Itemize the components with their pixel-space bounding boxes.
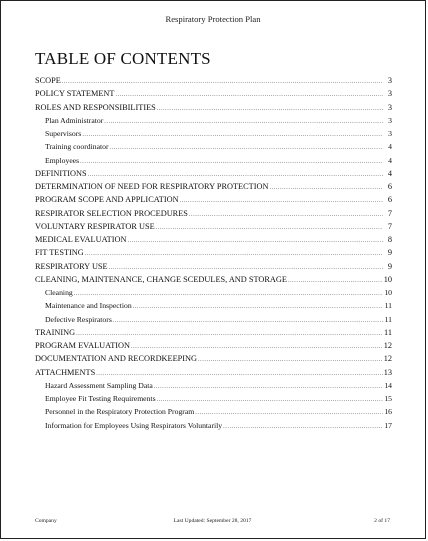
toc-entry-page: 9 (387, 248, 392, 258)
toc-dot-leader (128, 235, 384, 248)
toc-entry-page: 7 (387, 221, 392, 231)
toc-entry-page: 11 (384, 301, 392, 311)
toc-entry[interactable] (35, 233, 392, 246)
toc-entry[interactable] (35, 405, 392, 418)
toc-entry-label: Training coordinator (45, 142, 109, 152)
toc-entry-label: SCOPE (35, 76, 61, 85)
toc-entry-page: 4 (388, 142, 392, 152)
toc-entry-page: 7 (387, 208, 392, 218)
toc-dot-leader (288, 275, 383, 288)
toc-entry-page: 13 (383, 367, 392, 377)
table-of-contents (35, 74, 392, 432)
toc-entry-label: Employee Fit Testing Requirements (45, 394, 156, 403)
toc-dot-leader (223, 421, 383, 434)
toc-entry-label: Plan Administrator (45, 115, 104, 125)
toc-dot-leader (133, 301, 383, 314)
toc-entry-label: DETERMINATION OF NEED FOR RESPIRATORY PROTECTION (35, 182, 269, 191)
toc-entry[interactable] (35, 154, 392, 167)
toc-entry[interactable] (35, 366, 392, 379)
toc-entry-page: 9 (387, 261, 392, 271)
toc-dot-leader (154, 381, 383, 394)
toc-entry-label: TRAINING (35, 327, 76, 337)
toc-entry-page: 3 (387, 89, 392, 99)
toc-entry-page: 12 (383, 354, 392, 364)
toc-dot-leader (157, 103, 383, 116)
toc-entry-page: 3 (388, 115, 392, 125)
toc-entry-label: RESPIRATORY USE (35, 261, 108, 271)
page-footer (35, 518, 390, 524)
toc-entry-label: FIT TESTING (35, 248, 84, 258)
toc-entry-page: 15 (384, 394, 392, 403)
toc-entry-label: Cleaning (45, 288, 73, 297)
toc-dot-leader (104, 116, 383, 129)
toc-dot-leader (269, 182, 383, 195)
toc-entry-page: 4 (388, 155, 392, 165)
toc-dot-leader (82, 129, 383, 142)
toc-entry-label: Supervisors (45, 129, 82, 138)
toc-entry[interactable] (35, 419, 392, 432)
toc-entry[interactable] (35, 127, 392, 140)
toc-dot-leader (156, 222, 383, 235)
toc-entry-label: DOCUMENTATION AND RECORDKEEPING (35, 354, 198, 364)
toc-dot-leader (85, 248, 383, 261)
toc-entry-label: DEFINITIONS (35, 168, 87, 178)
toc-entry[interactable] (35, 339, 392, 352)
toc-dot-leader (113, 315, 383, 328)
toc-entry-page: 4 (387, 168, 392, 178)
toc-dot-leader (198, 354, 383, 367)
toc-entry-page: 11 (384, 314, 392, 324)
toc-entry[interactable] (35, 74, 392, 87)
toc-entry[interactable] (35, 286, 392, 299)
toc-entry-page: 3 (387, 102, 392, 112)
toc-dot-leader (110, 142, 383, 155)
toc-dot-leader (80, 156, 383, 169)
toc-entry[interactable] (35, 140, 392, 153)
toc-entry[interactable] (35, 326, 392, 339)
toc-entry-page: 3 (387, 76, 392, 85)
toc-entry[interactable] (35, 392, 392, 405)
toc-entry[interactable] (35, 193, 392, 206)
toc-entry-label: ATTACHMENTS (35, 367, 96, 377)
toc-entry-label: Employees (45, 155, 80, 165)
toc-entry[interactable] (35, 246, 392, 259)
page-header: Respiratory Protection Plan (165, 14, 261, 24)
toc-entry-label: RESPIRATOR SELECTION PROCEDURES (35, 208, 188, 218)
toc-entry-label: MEDICAL EVALUATION (35, 235, 127, 244)
toc-entry[interactable] (35, 260, 392, 273)
toc-title: TABLE OF CONTENTS (35, 49, 211, 68)
toc-entry-label: Defective Respirators (45, 314, 112, 324)
toc-entry[interactable] (35, 207, 392, 220)
footer-company: Company (35, 518, 57, 524)
toc-entry-page: 14 (384, 380, 392, 390)
footer-page-number: 2 of 17 (374, 518, 390, 524)
toc-entry-page: 3 (388, 129, 392, 138)
toc-entry-label: POLICY STATEMENT (35, 89, 115, 99)
toc-entry-label: PROGRAM SCOPE AND APPLICATION (35, 195, 179, 205)
toc-entry-page: 17 (384, 420, 392, 430)
toc-entry[interactable] (35, 299, 392, 312)
toc-entry[interactable] (35, 87, 392, 100)
toc-entry-label: Maintenance and Inspection (45, 301, 132, 311)
toc-entry[interactable] (35, 379, 392, 392)
toc-entry-page: 8 (387, 235, 392, 244)
toc-dot-leader (195, 407, 383, 420)
toc-entry[interactable] (35, 313, 392, 326)
toc-entry[interactable] (35, 167, 392, 180)
toc-entry-label: ROLES AND RESPONSIBILITIES (35, 102, 156, 112)
toc-entry[interactable] (35, 273, 392, 286)
toc-dot-leader (189, 209, 383, 222)
toc-entry-label: Information for Employees Using Respirators Voluntarily (45, 420, 223, 430)
toc-entry-page: 10 (384, 288, 392, 297)
toc-entry-page: 6 (387, 182, 392, 191)
toc-entry-label: VOLUNTARY RESPIRATOR USE (35, 221, 155, 231)
toc-entry-label: Personnel in the Respiratory Protection Program (45, 407, 195, 417)
toc-entry-page: 11 (384, 327, 392, 337)
toc-entry-page: 6 (387, 195, 392, 205)
toc-entry-label: Hazard Assessment Sampling Data (45, 380, 153, 390)
toc-dot-leader (180, 195, 383, 208)
toc-entry[interactable] (35, 180, 392, 193)
toc-entry-page: 12 (383, 341, 392, 350)
toc-entry-label: PROGRAM EVALUATION (35, 341, 131, 350)
toc-entry[interactable] (35, 352, 392, 365)
toc-entry[interactable] (35, 114, 392, 127)
toc-entry-page: 10 (383, 274, 392, 284)
toc-entry[interactable] (35, 220, 392, 233)
toc-entry[interactable] (35, 101, 392, 114)
toc-entry-page: 16 (384, 407, 392, 417)
footer-last-updated: Last Updated: September 28, 2017 (173, 518, 252, 524)
toc-entry-label: CLEANING, MAINTENANCE, CHANGE SCEDULES, AND STORAGE (35, 274, 287, 284)
